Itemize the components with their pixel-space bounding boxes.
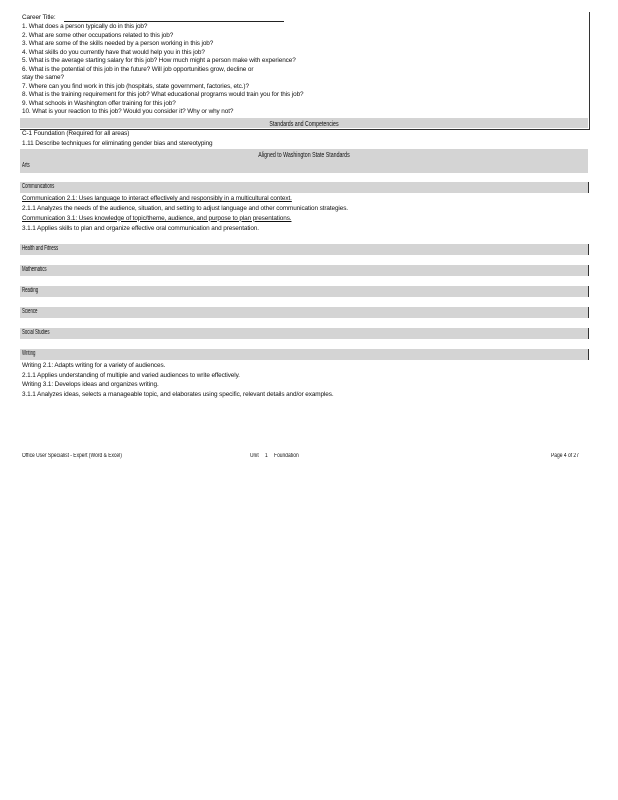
question-8: 8. What is the training requirement for this job? What educational programs would train you for this job? — [22, 91, 304, 98]
science-bar — [20, 307, 588, 318]
writing-standard-3-1: Writing 3.1: Develops ideas and organizes writing. — [22, 381, 159, 388]
competency-item: 1.11 Describe techniques for eliminating gender bias and stereotyping — [22, 140, 213, 147]
question-6-cont: stay the same? — [22, 74, 64, 81]
writing-item-2-1-1: 2.1.1 Applies understanding of multiple and varied audiences to write effectively. — [22, 371, 240, 379]
mathematics-bar — [20, 265, 588, 276]
section-writing: Writing — [22, 350, 36, 357]
communications-bar-edge — [588, 182, 589, 193]
writing-bar — [20, 349, 588, 360]
question-6: 6. What is the potential of this job in the future? Will job opportunities grow, decline or — [22, 65, 254, 73]
science-bar-edge — [588, 307, 589, 318]
question-4: 4. What skills do you currently have that would help you in this job? — [22, 48, 205, 56]
question-1: 1. What does a person typically do in this job? — [22, 23, 148, 30]
question-3: 3. What are some of the skills needed by a person working in this job? — [22, 40, 214, 47]
mathematics-bar-edge — [588, 265, 589, 276]
communications-bar — [20, 182, 588, 193]
reading-bar — [20, 286, 588, 297]
section-communications: Communications — [22, 183, 55, 190]
section-mathematics: Mathematics — [22, 266, 47, 273]
competency-heading: C-1 Foundation (Required for all areas) — [22, 130, 130, 137]
footer-page-number: Page 4 of 27 — [551, 453, 579, 459]
section-reading: Reading — [22, 287, 39, 294]
question-10: 10. What is your reaction to this job? Would you consider it? Why or why not? — [22, 108, 234, 115]
writing-item-3-1-1: 3.1.1 Analyzes ideas, selects a manageable topic, and elaborates using specific, relevant details and/or examples. — [22, 390, 334, 398]
standards-header: Standards and Competencies — [269, 118, 339, 128]
footer-course: Office User Specialist - Expert (Word & Excel) — [22, 453, 122, 459]
writing-standard-2-1: Writing 2.1: Adapts writing for a variety of audiences. — [22, 362, 166, 369]
reading-bar-edge — [588, 286, 589, 297]
health-bar-edge — [588, 244, 589, 255]
comm-item-2-1-1: 2.1.1 Analyzes the needs of the audience, situation, and setting to adjust language and other communication strategies. — [22, 205, 348, 212]
footer-unit: Unit 1 Foundation — [250, 453, 299, 459]
comm-item-3-1-1: 3.1.1 Applies skills to plan and organize effective oral communication and presentation. — [22, 224, 259, 232]
section-social-studies: Social Studies — [22, 329, 50, 336]
comm-standard-2-1: Communication 2.1: Uses language to interact effectively and responsibly in a multicultural context. — [22, 195, 292, 202]
career-title-label: Career Title: — [22, 14, 56, 21]
section-health: Health and Fitness — [22, 245, 59, 252]
health-bar — [20, 244, 588, 255]
aligned-header: Aligned to Washington State Standards — [258, 150, 350, 159]
question-2: 2. What are some other occupations related to this job? — [22, 31, 174, 39]
social-bar-edge — [588, 328, 589, 339]
section-arts: Arts — [22, 162, 30, 169]
question-7: 7. Where can you find work in this job (hospitals, state government, factories, etc.)? — [22, 82, 249, 90]
comm-standard-3-1: Communication 3.1: Uses knowledge of topic/theme, audience, and purpose to plan presentations. — [22, 214, 292, 222]
question-5: 5. What is the average starting salary for this job? How much might a person make with experience? — [22, 57, 296, 64]
writing-bar-edge — [588, 349, 589, 360]
social-bar — [20, 328, 588, 339]
question-9: 9. What schools in Washington offer training for this job? — [22, 99, 176, 107]
section-science: Science — [22, 308, 38, 315]
